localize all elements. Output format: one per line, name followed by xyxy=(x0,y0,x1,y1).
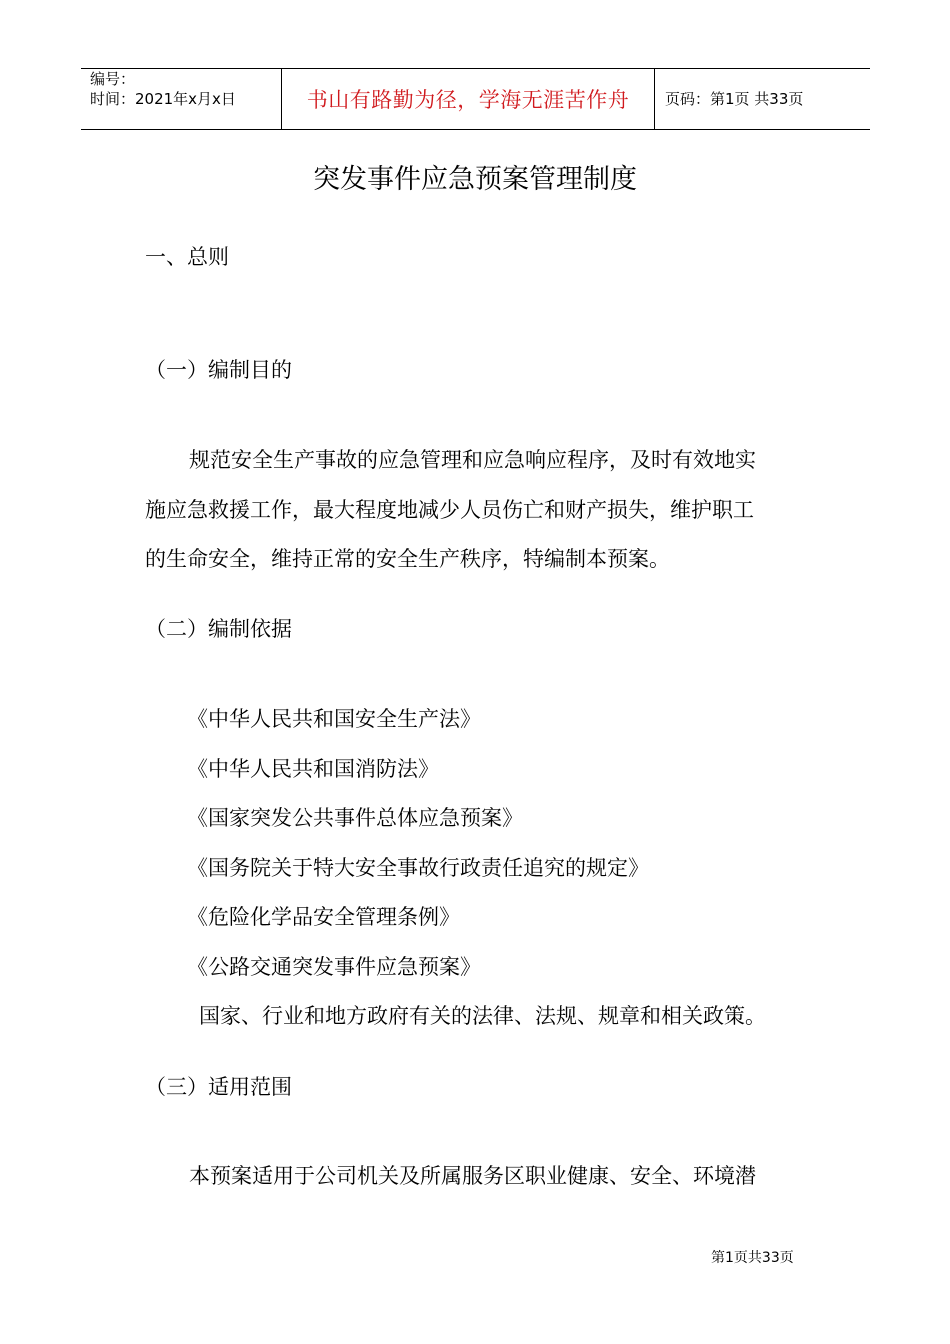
paragraph-line: 的生命安全，维持正常的安全生产秩序，特编制本预案。 xyxy=(145,547,670,571)
subheading-purpose: （一）编制目的 xyxy=(145,358,292,382)
page-footer: 第1页共33页 xyxy=(711,1250,794,1266)
basis-item: 《公路交通突发事件应急预案》 xyxy=(187,955,481,979)
section-heading-general: 一、总则 xyxy=(145,245,229,269)
subheading-scope: （三）适用范围 xyxy=(145,1075,292,1099)
paragraph-line: 本预案适用于公司机关及所属服务区职业健康、安全、环境潜 xyxy=(189,1164,756,1188)
page-info: 页码：第1页 共33页 xyxy=(665,90,804,108)
basis-closing: 国家、行业和地方政府有关的法律、法规、规章和相关政策。 xyxy=(199,1004,766,1028)
basis-item: 《国家突发公共事件总体应急预案》 xyxy=(187,806,523,830)
motto-text: 书山有路勤为径，学海无涯苦作舟 xyxy=(306,88,630,112)
basis-item: 《中华人民共和国安全生产法》 xyxy=(187,707,481,731)
subheading-basis: （二）编制依据 xyxy=(145,617,292,641)
header-motto-cell xyxy=(281,69,655,129)
basis-item: 《危险化学品安全管理条例》 xyxy=(187,905,460,929)
time-label: 时间：2021年x月x日 xyxy=(90,90,236,108)
header-page-cell xyxy=(655,69,870,129)
basis-item: 《中华人民共和国消防法》 xyxy=(187,757,439,781)
header-meta xyxy=(81,69,281,129)
basis-item: 《国务院关于特大安全事故行政责任追究的规定》 xyxy=(187,856,649,880)
page-header xyxy=(81,68,870,130)
paragraph-line: 规范安全生产事故的应急管理和应急响应程序，及时有效地实 xyxy=(189,448,756,472)
document-title: 突发事件应急预案管理制度 xyxy=(313,164,637,195)
paragraph-line: 施应急救援工作，最大程度地减少人员伤亡和财产损失，维护职工 xyxy=(145,498,754,522)
serial-label: 编号： xyxy=(90,70,136,88)
